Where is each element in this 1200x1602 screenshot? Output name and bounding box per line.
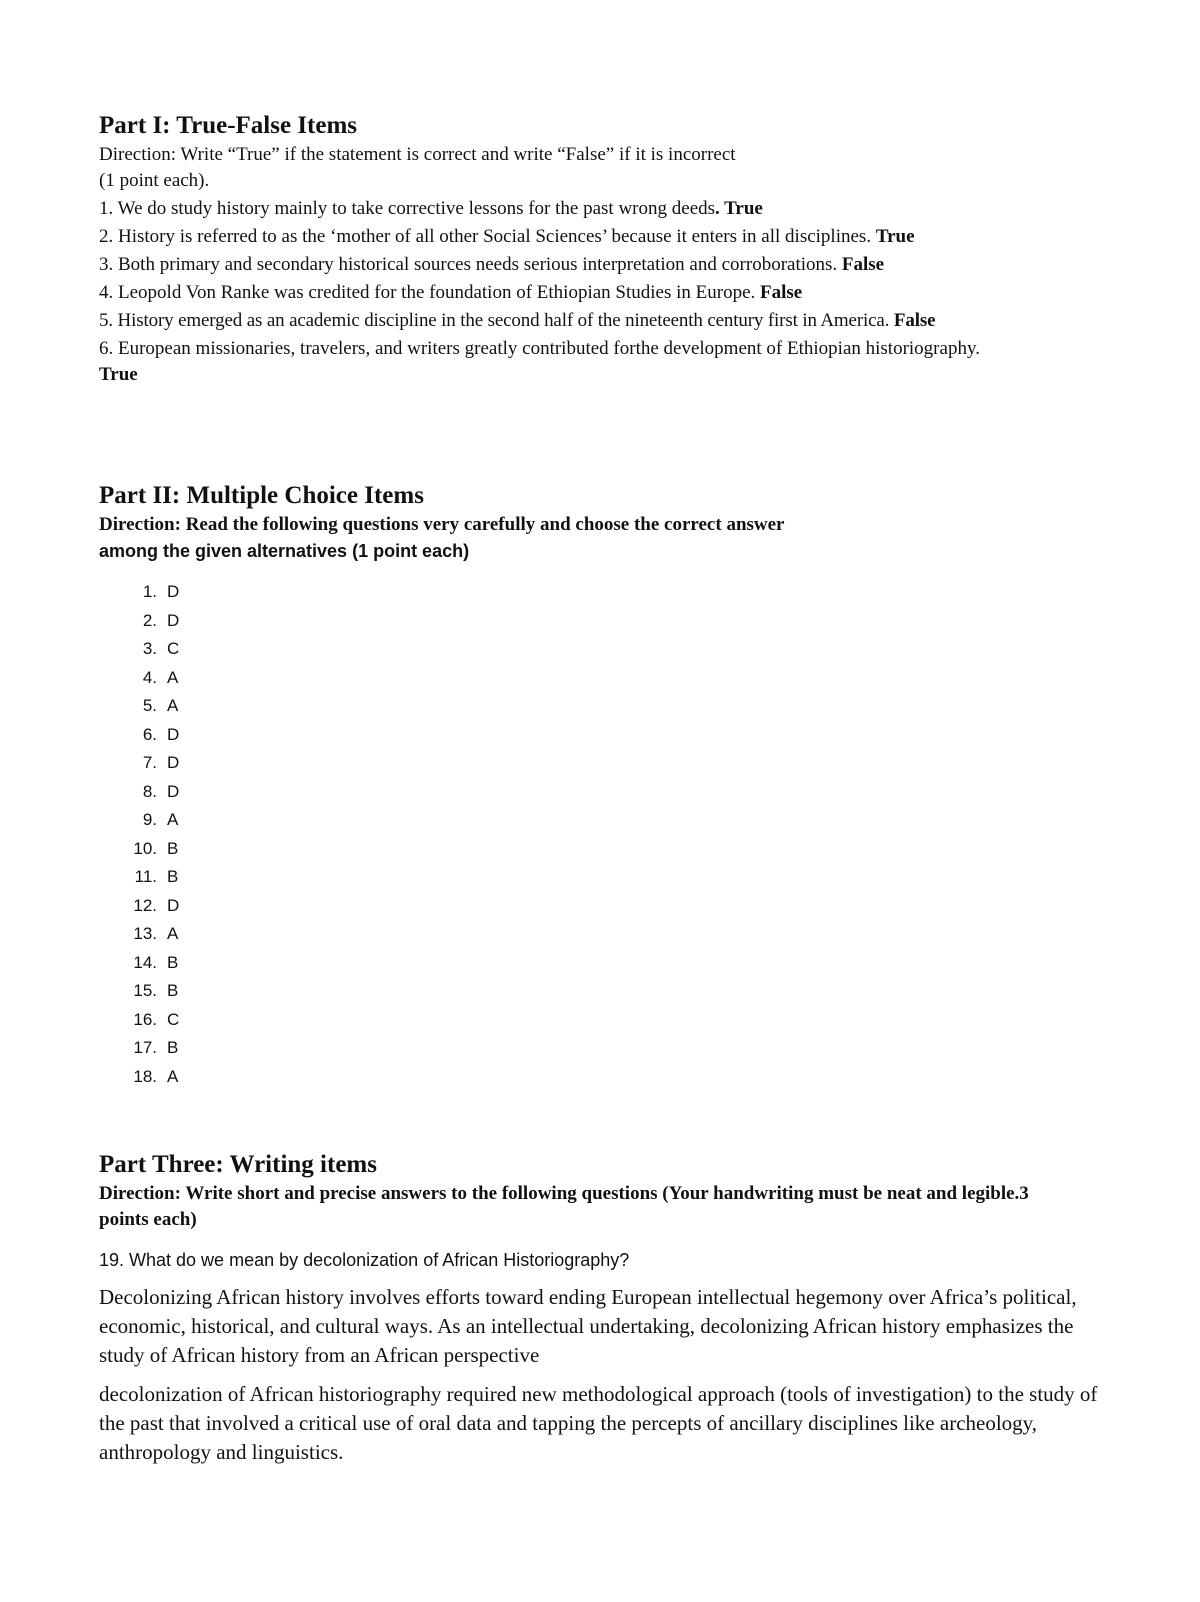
part2-title: Part II: Multiple Choice Items xyxy=(99,482,424,509)
mc-answer-item xyxy=(99,721,1129,750)
tf-item-1 xyxy=(99,196,1129,222)
mc-number: 14. xyxy=(133,952,157,972)
document-page xyxy=(99,110,1129,1467)
mc-answer-item xyxy=(99,1006,1129,1035)
mc-answer-list xyxy=(99,578,1129,1091)
mc-number: 4. xyxy=(142,667,157,687)
part1-section xyxy=(99,110,1129,388)
tf-item-answer: False xyxy=(760,282,803,303)
mc-answer-item xyxy=(99,1063,1129,1092)
mc-answer-item xyxy=(99,806,1129,835)
mc-number: 16. xyxy=(133,1009,157,1029)
mc-number: 18. xyxy=(133,1066,157,1086)
part3-direction: Direction: Write short and precise answers to the following questions (Your handwriting must be neat and legible.3 points each) xyxy=(99,1183,1029,1230)
tf-item-text: 2. History is referred to as the ‘mother of all other Social Sciences’ because it enters in all disciplines. xyxy=(99,226,876,247)
mc-answer: D xyxy=(167,781,180,801)
tf-item-2 xyxy=(99,224,1129,250)
mc-number: 15. xyxy=(133,981,157,1000)
mc-number: 8. xyxy=(142,781,157,801)
mc-number: 5. xyxy=(142,696,157,715)
mc-answer-item xyxy=(99,977,1129,1006)
mc-number: 2. xyxy=(142,610,157,630)
answer-paragraph-1: Decolonizing African history involves efforts toward ending European intellectual hegemony over Africa’s political, economic, historical, and cultural ways. As an intellectual undertaking, decolonizing African history emphasizes the study of African history from an African perspective xyxy=(99,1285,1077,1367)
mc-answer: B xyxy=(167,1038,179,1057)
tf-item-answer: False xyxy=(841,254,885,275)
tf-item-4 xyxy=(99,280,1129,306)
mc-number: 6. xyxy=(142,724,157,744)
tf-item-3 xyxy=(99,252,1129,278)
mc-answer: A xyxy=(167,924,179,943)
tf-item-answer: True xyxy=(875,226,915,247)
mc-number: 10. xyxy=(133,838,157,858)
mc-number: 17. xyxy=(133,1038,157,1057)
mc-answer: D xyxy=(167,895,180,915)
answer-paragraph-2: decolonization of African historiography required new methodological approach (tools of investigation) to the study of the past that involved a critical use of oral data and tapping the percepts of ancillary disciplines like archeology, anthropology and linguistics. xyxy=(99,1382,1098,1464)
mc-answer-item xyxy=(99,835,1129,864)
mc-number: 7. xyxy=(142,753,157,772)
mc-answer: D xyxy=(167,724,180,744)
tf-item-text: 4. Leopold Von Ranke was credited for the foundation of Ethiopian Studies in Europe. xyxy=(99,282,761,303)
tf-item-answer: False xyxy=(893,310,936,331)
mc-answer-item xyxy=(99,749,1129,778)
mc-answer: A xyxy=(167,810,179,829)
tf-item-6 xyxy=(99,336,999,388)
part1-title: Part I: True-False Items xyxy=(99,112,358,139)
mc-answer-item xyxy=(99,949,1129,978)
tf-item-answer: True xyxy=(99,364,138,385)
tf-item-text: 3. Both primary and secondary historical sources needs serious interpretation and corroborations. xyxy=(99,254,842,275)
mc-answer: B xyxy=(167,981,179,1000)
mc-answer: D xyxy=(167,753,180,772)
mc-answer: D xyxy=(167,610,180,630)
part3-section xyxy=(99,1149,1129,1467)
part1-direction: Direction: Write “True” if the statement is correct and write “False” if it is incorrect xyxy=(99,144,736,165)
mc-answer: C xyxy=(167,1009,180,1029)
mc-answer-item xyxy=(99,664,1129,693)
part1-direction-points: (1 point each). xyxy=(99,170,210,191)
mc-answer: A xyxy=(167,696,179,715)
mc-number: 13. xyxy=(133,924,157,943)
mc-answer-item xyxy=(99,863,1129,892)
tf-item-text: 6. European missionaries, travelers, and writers greatly contributed forthe development of Ethiopian historiography. xyxy=(99,338,980,359)
mc-answer: C xyxy=(167,639,180,658)
mc-answer: B xyxy=(167,952,179,972)
mc-number: 3. xyxy=(142,639,157,658)
mc-answer-item xyxy=(99,920,1129,949)
tf-item-text: 5. History emerged as an academic discipline in the second half of the nineteenth century first in America. xyxy=(99,310,894,331)
part2-section xyxy=(99,480,1129,1091)
mc-answer-item xyxy=(99,607,1129,636)
mc-answer-item xyxy=(99,892,1129,921)
mc-answer: D xyxy=(167,582,180,601)
part2-direction: Direction: Read the following questions very carefully and choose the correct answer xyxy=(99,514,785,535)
mc-number: 1. xyxy=(142,582,157,601)
mc-answer-item xyxy=(99,778,1129,807)
tf-item-text: 1. We do study history mainly to take corrective lessons for the past wrong deeds xyxy=(99,198,716,219)
mc-answer-item xyxy=(99,692,1129,721)
mc-answer-item xyxy=(99,1034,1129,1063)
question-19: 19. What do we mean by decolonization of African Historiography? xyxy=(99,1250,630,1270)
tf-item-answer: . True xyxy=(715,198,763,219)
mc-answer: B xyxy=(167,838,179,858)
mc-answer-item xyxy=(99,635,1129,664)
part3-title: Part Three: Writing items xyxy=(99,1151,377,1178)
mc-number: 12. xyxy=(133,895,157,915)
mc-number: 9. xyxy=(142,810,157,829)
mc-answer: A xyxy=(167,667,179,687)
tf-item-5 xyxy=(99,308,1129,334)
mc-answer: B xyxy=(167,867,179,886)
mc-answer: A xyxy=(167,1066,179,1086)
mc-answer-item xyxy=(99,578,1129,607)
part2-direction-cont: among the given alternatives (1 point each) xyxy=(99,541,470,561)
mc-number: 11. xyxy=(134,867,157,886)
